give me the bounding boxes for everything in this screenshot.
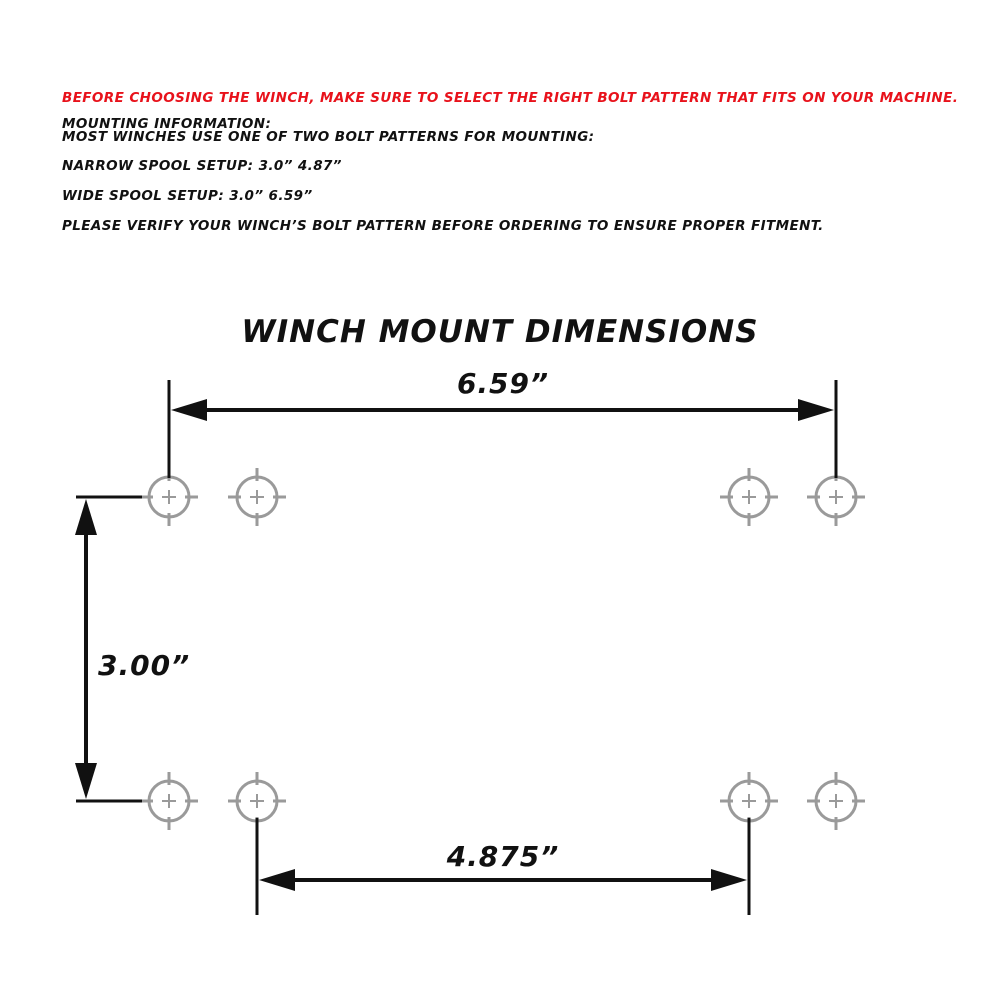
mounting-description: MOST WINCHES USE ONE OF TWO BOLT PATTERNS FOR MOUNTING: — [62, 129, 595, 145]
narrow-spool-setup: NARROW SPOOL SETUP: 3.0” 4.87” — [62, 158, 342, 174]
mounting-heading: MOUNTING INFORMATION: — [62, 116, 272, 132]
narrow-dimension-label: 4.875” — [446, 840, 560, 873]
verify-notice: PLEASE VERIFY YOUR WINCH’S BOLT PATTERN BEFORE ORDERING TO ENSURE PROPER FITMENT. — [62, 218, 824, 234]
bolt-hole-bottom-outer-right — [807, 772, 865, 830]
bolt-hole-bottom-outer-left — [140, 772, 198, 830]
bolt-hole-top-inner-right — [720, 468, 778, 526]
wide-spool-setup: WIDE SPOOL SETUP: 3.0” 6.59” — [62, 188, 313, 204]
wide-dimension-label: 6.59” — [456, 367, 550, 400]
warning-notice: BEFORE CHOOSING THE WINCH, MAKE SURE TO SELECT THE RIGHT BOLT PATTERN THAT FITS ON YOUR MACHINE. — [62, 90, 959, 106]
height-dimension-label: 3.00” — [98, 649, 191, 682]
diagram-title: WINCH MOUNT DIMENSIONS — [241, 314, 759, 350]
bolt-hole-top-inner-left — [228, 468, 286, 526]
